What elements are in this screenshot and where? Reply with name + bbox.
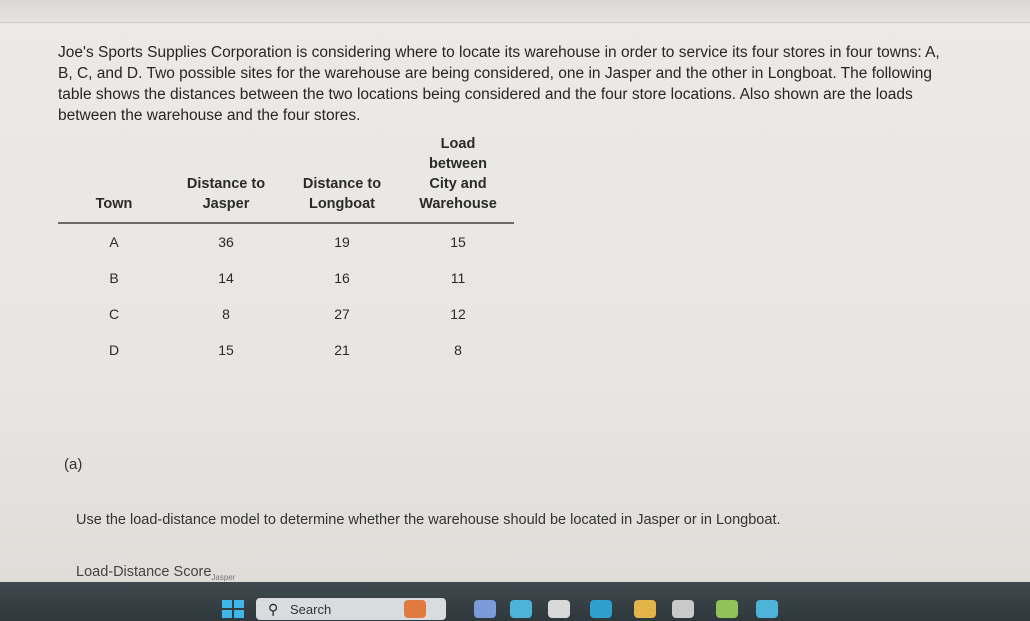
score-subscript: Jasper [211,572,236,582]
cell-town: A [109,234,119,250]
cell-town: C [108,306,120,322]
cell-load: 11 [450,270,466,286]
cell-longboat: 16 [334,270,350,286]
problem-page [0,22,1030,582]
cell-jasper: 36 [218,234,234,250]
table-row [58,260,514,296]
table-row [58,296,514,332]
cell-jasper: 14 [218,270,234,286]
app-icon[interactable] [756,600,778,618]
score-label-text: Load-Distance Score [76,564,212,580]
browser-top-strip [0,0,1030,23]
taskbar [0,582,1030,621]
table-header-row [58,134,514,223]
cell-load: 12 [450,306,466,322]
header-load: Load between City and Warehouse [402,134,514,223]
app-icon[interactable] [548,600,570,618]
cell-load: 8 [454,342,462,358]
header-distance-jasper: Distance to Jasper [170,134,282,223]
mail-icon[interactable] [672,600,694,618]
cell-town: B [109,270,119,286]
part-a-question: Use the load-distance model to determine whether the warehouse should be located in Jasper or in Longboat. [76,512,781,528]
table-row [58,332,514,368]
explorer-icon[interactable] [634,600,656,618]
cell-town: D [108,342,120,358]
search-label: Search [290,602,332,617]
cell-longboat: 27 [334,306,350,322]
part-a-label: (a) [64,456,83,473]
copilot-icon[interactable] [404,600,426,618]
load-distance-score-label [76,564,235,582]
header-town: Town [58,134,170,223]
browser-icon[interactable] [474,600,496,618]
problem-intro: Joe's Sports Supplies Corporation is considering where to locate its warehouse in order to service its four stores in four towns: A, B, C, and D. Two possible sites for the warehouse are being considered, one in Jasper and the other in Longboat. The following table shows the distances between the two locations being considered and the four store locations. Also shown are the loads between the warehouse and the four stores. [58,44,940,124]
store-icon[interactable] [510,600,532,618]
header-distance-longboat: Distance to Longboat [282,134,402,223]
cell-load: 15 [450,234,466,250]
cell-longboat: 19 [334,234,350,250]
table-row [58,223,514,260]
search-icon: ⚲ [268,601,279,617]
distance-load-table [58,134,514,368]
cell-jasper: 15 [218,342,234,358]
start-icon[interactable] [222,600,244,618]
app-icon[interactable] [716,600,738,618]
cell-jasper: 8 [222,306,230,322]
edge-icon[interactable] [590,600,612,618]
cell-longboat: 21 [334,342,350,358]
